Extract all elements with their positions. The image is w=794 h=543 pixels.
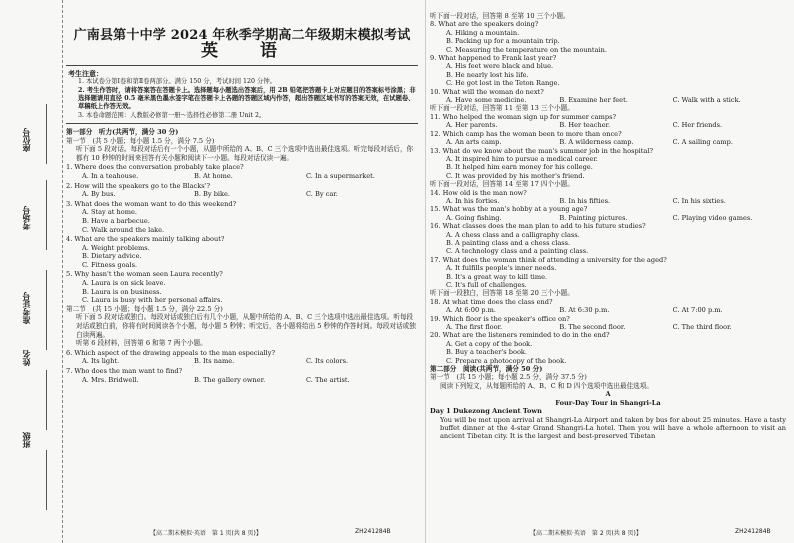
option: C. By car. [306, 190, 338, 199]
option: C. Fitness goals. [82, 260, 138, 269]
sub-instruction: 听下面一段独白，回答第 18 至第 20 三个小题。 [430, 289, 574, 298]
option: A. Going fishing. [446, 213, 502, 222]
notice-box [66, 65, 418, 124]
options-14 [430, 197, 786, 205]
option: A. At 6:00 p.m. [446, 306, 496, 315]
option: A. Laura is on sick leave. [82, 279, 166, 288]
question-6: 6. Which aspect of the drawing appeals to the man especially? [66, 348, 276, 357]
option: C. It's full of challenges. [446, 281, 527, 289]
margin-label-id: 准考证号 [22, 292, 31, 324]
section-heading: 第二节 (共 15 小题；每小题 1.5 分，满分 22.5 分) [66, 304, 223, 313]
option: C. A technology class and a painting class. [446, 247, 589, 256]
question-18: 18. At what time does the class end? [430, 297, 553, 306]
option: C. A sailing camp. [672, 138, 733, 147]
question-20: 20. What are the listeners reminded to do in the end? [430, 331, 610, 340]
option: C. The artist. [306, 375, 350, 384]
question-4: 4. What are the speakers mainly talking about? [66, 235, 225, 244]
passage-title: Four-Day Tour in Shangri-La [555, 398, 661, 407]
margin-line [46, 180, 47, 250]
notice-item: 3. 本卷命题范围：人教版必修第一册～选择性必修第二册 Unit 2。 [78, 111, 266, 119]
page-code: ZH241284B [355, 528, 391, 535]
question-2: 2. How will the speakers go to the Blacks'? [66, 181, 210, 190]
option: B. He nearly lost his life. [446, 70, 529, 79]
sub-instruction: 听下面一段对话，回答第 14 至第 17 四个小题。 [430, 180, 574, 189]
notice-title: 考生注意： [68, 70, 103, 79]
exam-title: 广南县第十中学 2024 年秋季学期高二年级期末模拟考试 [73, 28, 411, 43]
option: C. In his sixties. [672, 196, 726, 205]
question-7: 7. Who does the man want to find? [66, 367, 183, 375]
question-14: 14. How old is the man now? [430, 188, 527, 197]
question-1: 1. Where does the conversation probably take place? [66, 163, 244, 172]
option: A. His feet were black and blue. [446, 62, 554, 71]
margin-line [46, 450, 47, 510]
option: A. Mrs. Bridwell. [82, 375, 139, 384]
option: B. Have a barbecue. [82, 216, 150, 225]
option: B. Her teacher. [559, 121, 611, 130]
options-6 [66, 357, 418, 366]
part-heading: 第二部分 阅读(共两节，满分 50 分) [430, 365, 543, 374]
option: B. In his fifties. [559, 196, 611, 205]
option: A. A chess class and a calligraphy class. [446, 230, 580, 239]
question-17: 17. What does the woman think of attending a university for the aged? [430, 255, 667, 264]
notice-item: 2. 考生作答时，请将答案答在答题卡上。选择题每小题选出答案后，用 2B 铅笔把答题卡上对应题目的答案标号涂黑；非选择题请用直径 0.5 毫米黑色墨水签字笔在答题卡上各题的答题区域内作答，超出答题区域书写的答案无效，在试题卷、草稿纸上作答无效。 [78, 86, 416, 111]
sub-instruction: 听第 6 段材料，回答第 6 和第 7 两个小题。 [76, 339, 207, 348]
option: B. Dietary advice. [82, 252, 142, 261]
option: A. Its light. [82, 357, 120, 366]
options-1 [66, 172, 418, 181]
exam-subject: 英 语 [201, 40, 295, 61]
question-5: 5. Why hasn't the woman seen Laura recently? [66, 270, 223, 279]
option: B. The gallery owner. [194, 375, 266, 384]
notice-item: 1. 本试卷分第Ⅰ卷和第Ⅱ卷两部分。满分 150 分，考试时间 120 分钟。 [78, 78, 276, 86]
option: C. Walk around the lake. [82, 225, 165, 234]
option: B. Laura is on business. [82, 287, 162, 296]
option: A. It inspired him to pursue a medical career. [446, 154, 598, 163]
option: C. Its colors. [306, 357, 349, 366]
right-page [430, 12, 786, 441]
question-11: 11. Who helped the woman sign up for summer camps? [430, 112, 616, 121]
option: C. The third floor. [672, 323, 732, 332]
option: B. Buy a teacher's book. [446, 348, 527, 357]
part-heading: 第一部分 听力(共两节，满分 30 分) [66, 127, 179, 136]
option: A. In his forties. [446, 196, 500, 205]
options-2 [66, 190, 418, 199]
option: B. At home. [194, 171, 233, 180]
option: B. It's a great way to kill time. [446, 272, 548, 281]
page-code: ZH241284B [735, 528, 771, 535]
option: A. Have some medicine. [446, 96, 527, 105]
sub-instruction: 听下面一段对话，回答第 11 至第 13 三个小题。 [430, 104, 574, 113]
question-13: 13. What do we know about the man's summer job in the hospital? [430, 146, 654, 155]
option: C. Her friends. [672, 121, 723, 130]
option: C. It was provided by his mother's friend. [446, 171, 585, 180]
option: B. Its name. [194, 357, 235, 366]
section-heading: 第一节 (共 5 小题；每小题 1.5 分，满分 7.5 分) [66, 136, 215, 145]
question-12: 12. Which camp has the woman been to more than once? [430, 129, 622, 138]
left-page [66, 26, 418, 384]
margin-label-room: 考场号 [22, 206, 31, 230]
margin-label-seat: 座位号 [22, 128, 31, 152]
option: A. By bus. [82, 190, 116, 199]
section-instructions: 听下面 5 段对话。每段对话后有一个小题，从题中所给的 A、B、C 三个选项中选出最佳选项。听完每段对话后，你都有 10 秒钟的时间来回答有关小题和阅读下一小题。每段对话仅读一遍。 [76, 145, 414, 162]
option: A. Hiking a mountain. [446, 28, 520, 37]
passage-text: You will be met upon arrival at Shangri-La Airport and taken by bus for about 25 minutes. Have a tasty buffet dinner at the 4-star Grand Shangri-La hotel. Then you will have a whole afternoon to visit an ancient Tibetan city. It is the largest and best-preserved Tibetan [440, 415, 786, 441]
question-9: 9. What happened to Frank last year? [430, 54, 557, 63]
option: C. Playing video games. [672, 213, 753, 222]
section-instructions: 听下面 5 段对话或独白。每段对话或独白后有几个小题，从题中所给的 A、B、C 三个选项中选出最佳选项。听每段对话或独白前，你将有时间阅读各个小题，每小题 5 秒钟；听完后，各小题将给出 5 秒钟的作答时间。每段对话或独白读两遍。 [76, 313, 416, 339]
margin-label-name: 姓名 [22, 350, 31, 366]
option: A. Weight problems. [82, 243, 150, 252]
option: C. Laura is busy with her personal affairs. [82, 296, 223, 305]
option: A. The first floor. [446, 323, 503, 332]
option: B. At 6:30 p.m. [559, 306, 610, 315]
option: A. In a teahouse. [82, 171, 139, 180]
option: A. Stay at home. [82, 208, 138, 217]
question-8: 8. What are the speakers doing? [430, 20, 539, 29]
option: B. Painting pictures. [559, 213, 628, 222]
options-15 [430, 214, 786, 222]
options-12 [430, 138, 786, 146]
option: C. He got lost in the Teton Range. [446, 79, 560, 88]
option: B. By bike. [194, 190, 231, 199]
question-15: 15. What was the man's hobby at a young age? [430, 205, 588, 214]
question-3: 3. What does the woman want to do this weekend? [66, 199, 237, 208]
question-10: 10. What will the woman do next? [430, 87, 544, 96]
page-footer: 【高二期末模拟·英语 第 1 页(共 8 页)】 [150, 530, 262, 537]
options-7 [66, 376, 418, 385]
margin-line [46, 270, 47, 350]
option: B. The second floor. [559, 323, 626, 332]
options-19 [430, 323, 786, 331]
question-19: 19. Which floor is the speaker's office on? [430, 314, 570, 323]
option: B. Packing up for a mountain trip. [446, 37, 560, 46]
margin-line [46, 104, 47, 164]
passage-letter: A [605, 390, 611, 399]
option: B. Examine her feet. [559, 96, 628, 105]
section-heading: 第一节 (共 15 小题；每小题 2.5 分，满分 37.5 分) [430, 373, 587, 382]
options-11 [430, 121, 786, 129]
option: C. At 7:00 p.m. [672, 306, 723, 315]
option: A. Get a copy of the book. [446, 339, 533, 348]
option: B. It helped him earn money for his college. [446, 163, 593, 172]
page-footer: 【高二期末模拟·英语 第 2 页(共 8 页)】 [530, 530, 642, 537]
passage-subheading: Day 1 Dukezong Ancient Town [430, 407, 542, 416]
section-instructions: 阅读下列短文，从每题所给的 A、B、C 和 D 四个选项中选出最佳选项。 [440, 381, 653, 390]
option: A. Her parents. [446, 121, 498, 130]
binding-margin [0, 0, 63, 543]
option: B. A painting class and a chess class. [446, 238, 571, 247]
option: A. An arts camp. [446, 138, 502, 147]
question-16: 16. What classes does the man plan to add to his future studies? [430, 222, 646, 231]
option: C. Walk with a stick. [672, 96, 741, 105]
option: A. It fulfills people's inner needs. [446, 264, 557, 273]
sub-instruction: 听下面一段对话，回答第 8 至第 10 三个小题。 [430, 12, 570, 20]
options-18 [430, 306, 786, 314]
page-divider [425, 0, 426, 543]
option: C. Measuring the temperature on the mountain. [446, 45, 607, 54]
margin-line [46, 370, 47, 430]
option: B. A wilderness camp. [559, 138, 634, 147]
option: C. In a supermarket. [306, 171, 375, 180]
margin-label-class: 班级 [22, 432, 31, 448]
option: C. Prepare a photocopy of the book. [446, 356, 567, 365]
